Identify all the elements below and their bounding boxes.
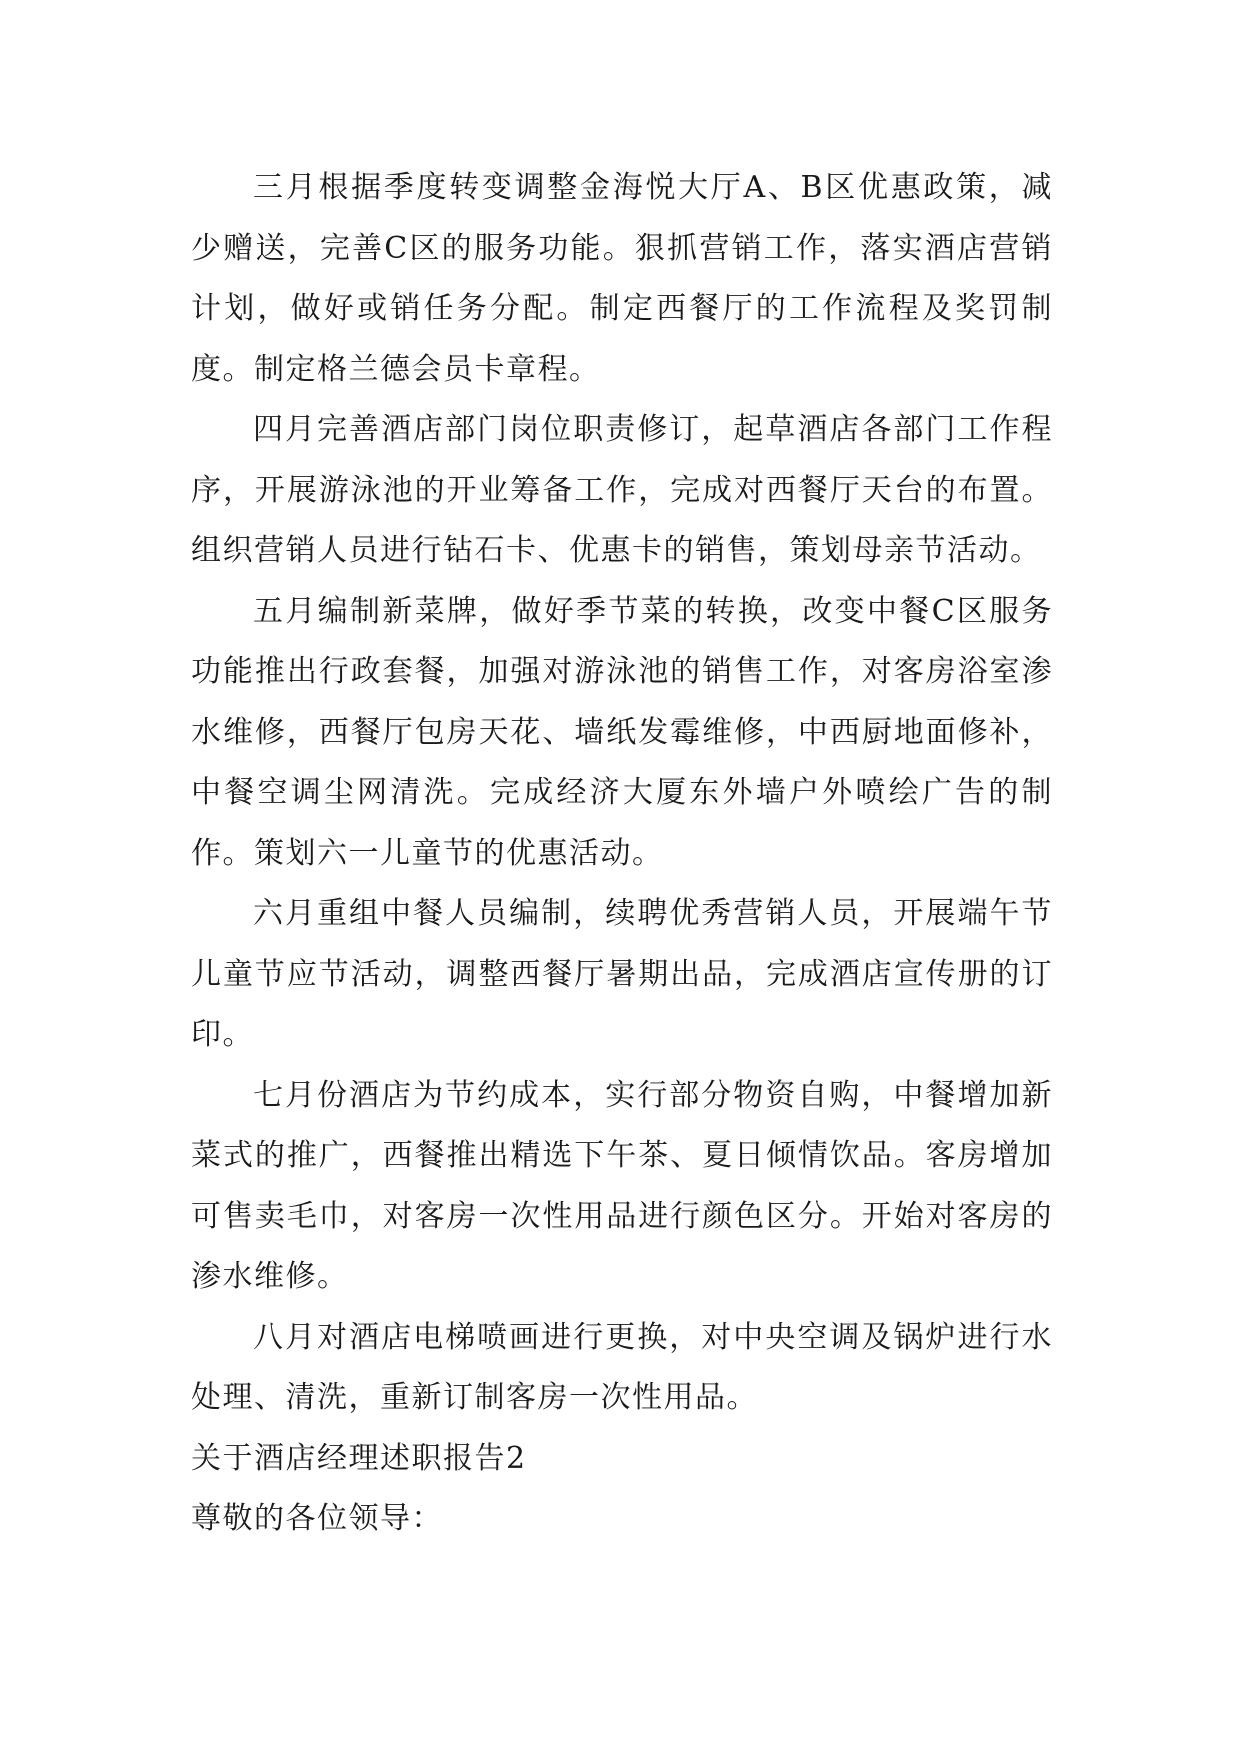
paragraph-june: 六月重组中餐人员编制，续聘优秀营销人员，开展端午节儿童节应节活动，调整西餐厅暑期出品，完成酒店宣传册的订印。 [191,896,1053,1052]
paragraph-april: 四月完善酒店部门岗位职责修订，起草酒店各部门工作程序，开展游泳池的开业筹备工作，完成对西餐厅天台的布置。组织营销人员进行钻石卡、优惠卡的销售，策划母亲节活动。 [191,412,1053,568]
paragraph-may: 五月编制新菜牌，做好季节菜的转换，改变中餐C区服务功能推出行政套餐，加强对游泳池的销售工作，对客房浴室渗水维修，西餐厅包房天花、墙纸发霉维修，中西厨地面修补，中餐空调尘网清洗。完成经济大厦东外墙户外喷绘广告的制作。策划六一儿童节的优惠活动。 [191,593,1053,871]
section-title: 关于酒店经理述职报告2 [191,1440,527,1476]
paragraph-march: 三月根据季度转变调整金海悦大厅A、B区优惠政策，减少赠送，完善C区的服务功能。狠抓营销工作，落实酒店营销计划，做好或销任务分配。制定西餐厅的工作流程及奖罚制度。制定格兰德会员卡章程。 [191,170,1053,387]
paragraph-august: 八月对酒店电梯喷画进行更换，对中央空调及锅炉进行水处理、清洗，重新订制客房一次性用品。 [191,1319,1053,1415]
document-body [191,158,1053,1550]
paragraph-july: 七月份酒店为节约成本，实行部分物资自购，中餐增加新菜式的推广，西餐推出精选下午茶、夏日倾情饮品。客房增加可售卖毛巾，对客房一次性用品进行颜色区分。开始对客房的渗水维修。 [191,1077,1053,1294]
salutation: 尊敬的各位领导： [191,1501,443,1536]
